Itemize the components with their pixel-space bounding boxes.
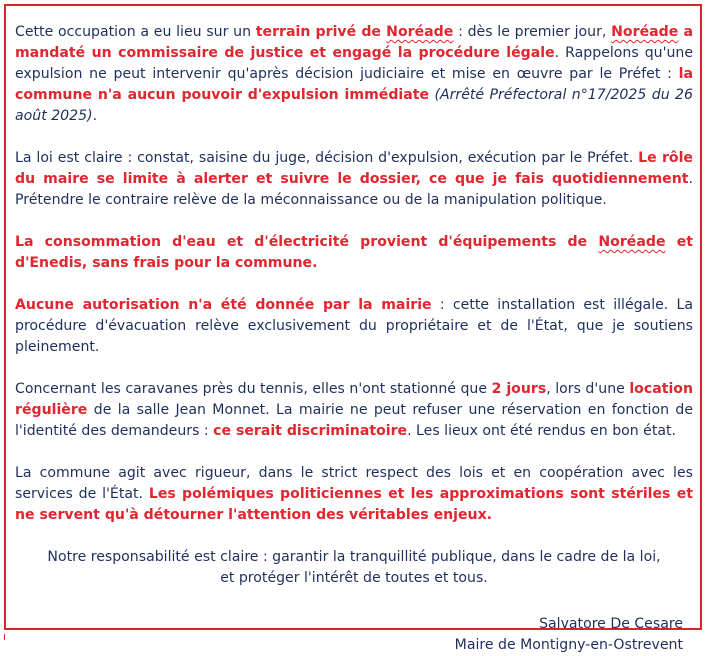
emphasis-polemics: Les polémiques politiciennes et les approximations sont stériles et ne servent qu'à détourner l'attention des véritables enjeux. bbox=[15, 486, 693, 523]
paragraph-commune-action: La commune agit avec rigueur, dans le strict respect des lois et en coopération avec les services de l'État. Les polémiques politiciennes et les approximations sont stériles et ne servent qu'à détourner l'attention des véritables enjeux. bbox=[15, 465, 693, 523]
paragraph-land-ownership: Cette occupation a eu lieu sur un terrain privé de Noréade : dès le premier jour, Noréade a mandaté un commissaire de justice et engagé la procédure légale. Rappelons qu'une expulsion ne peut intervenir qu'après décision judiciaire et mise en œuvre par le Préfet : la commune n'a aucun pouvoir d'expulsion immédiate (Arrêté Préfectoral n°17/2025 du 26 août 2025). bbox=[15, 24, 693, 124]
emphasis-private-land: terrain privé de Noréade bbox=[255, 24, 454, 40]
spellcheck-noreade: Noréade bbox=[611, 24, 679, 40]
emphasis-discriminatory: ce serait discriminatoire bbox=[213, 423, 408, 439]
paragraph-authorization: Aucune autorisation n'a été donnée par la mairie : cette installation est illégale. La procédure d'évacuation relève exclusivement du propriétaire et de l'État, que je soutiens pleinement. bbox=[15, 297, 694, 355]
spellcheck-noreade: Noréade bbox=[386, 24, 454, 40]
page-edge-mark bbox=[4, 634, 5, 640]
closing-statement bbox=[15, 547, 693, 589]
signature-block bbox=[15, 614, 693, 656]
closing-line-2: et protéger l'intérêt de toutes et tous. bbox=[220, 570, 488, 586]
paragraph-caravans: Concernant les caravanes près du tennis, elles n'ont stationné que 2 jours, lors d'une location régulière de la salle Jean Monnet. La mairie ne peut refuser une réservation en fonction de l'identité des demandeurs : ce serait discriminatoire. Les lieux ont été rendus en bon état. bbox=[15, 381, 693, 439]
prefectoral-order-reference: (Arrêté Préfectoral n°17/2025 du 26 août 2025) bbox=[15, 87, 693, 124]
emphasis-mayor-role: Le rôle du maire se limite à alerter et suivre le dossier, ce que je fais quotidiennement bbox=[15, 150, 693, 187]
paragraph-utilities: La consommation d'eau et d'électricité provient d'équipements de Noréade et d'Enedis, sans frais pour la commune. bbox=[15, 234, 693, 271]
emphasis-no-authorization: Aucune autorisation n'a été donnée par la mairie bbox=[15, 297, 432, 313]
emphasis-two-days: 2 jours bbox=[491, 381, 547, 397]
emphasis-no-eviction-power: la commune n'a aucun pouvoir d'expulsion immédiate bbox=[15, 66, 693, 103]
closing-line-1: Notre responsabilité est claire : garantir la tranquillité publique, dans le cadre de la loi, bbox=[47, 549, 661, 565]
signature-name: Salvatore De Cesare bbox=[539, 616, 683, 632]
spellcheck-noreade: Noréade bbox=[598, 234, 666, 250]
signature-title: Maire de Montigny-en-Ostrevent bbox=[454, 637, 683, 653]
emphasis-regular-rental: location régulière bbox=[15, 381, 693, 418]
statement-body bbox=[15, 22, 693, 656]
emphasis-legal-procedure: Noréade a mandaté un commissaire de justice et engagé la procédure légale bbox=[15, 24, 693, 61]
paragraph-law: La loi est claire : constat, saisine du juge, décision d'expulsion, exécution par le Préfet. Le rôle du maire se limite à alerter et suivre le dossier, ce que je fais quotidiennement. Prétendre le contraire relève de la méconnaissance ou de la manipulation politique. bbox=[15, 150, 693, 208]
